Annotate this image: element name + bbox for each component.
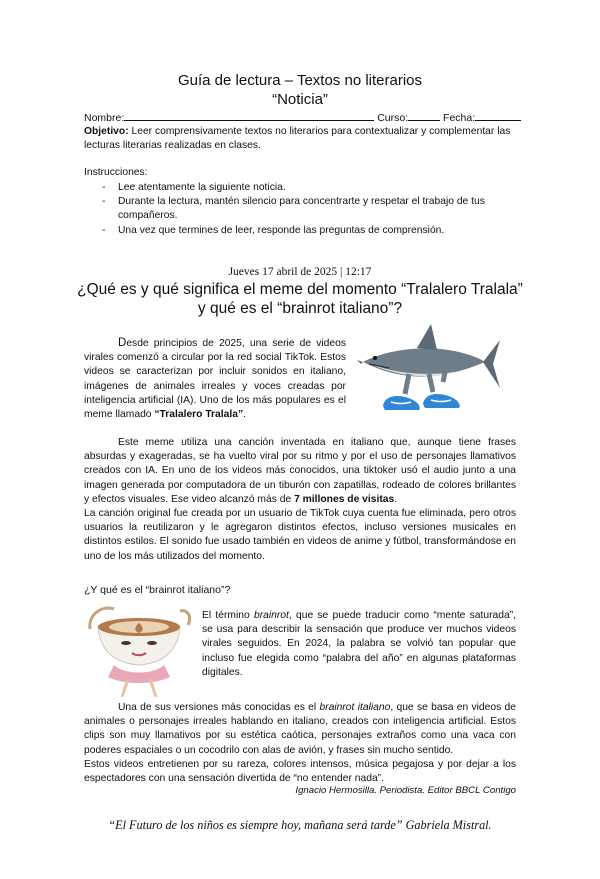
paragraph-text: El término — [202, 610, 254, 621]
article-paragraph-1 — [84, 336, 346, 422]
author-signature: Ignacio Hermosilla. Periodista. Editor BBCL Contigo — [295, 785, 516, 796]
article-paragraph-5 — [84, 701, 516, 758]
instruction-item: - Lee atentamente la siguiente noticia. — [100, 181, 520, 195]
article-body — [84, 436, 516, 564]
article-headline: ¿Qué es y qué significa el meme del momento “Tralalero Tralala” y qué es el “brainrot italiano”? — [77, 281, 523, 317]
article-paragraph-6: Estos videos entretienen por su rareza, colores intensos, música pegajosa y por dejar a los espectadores con una sensación divertida de “no entender nada”. — [84, 758, 516, 785]
article-body-2 — [84, 701, 516, 786]
document-subtitle: “Noticia” — [272, 91, 328, 108]
instruction-item: - Una vez que termines de leer, responde las preguntas de comprensión. — [100, 224, 520, 238]
date-field[interactable] — [475, 110, 521, 121]
paragraph-end: . — [243, 409, 246, 421]
paragraph-end: . — [394, 493, 398, 505]
article-paragraph-2 — [84, 436, 516, 507]
objective — [84, 125, 524, 153]
footer-quote: “El Futuro de los niños es siempre hoy, mañana será tarde” Gabriela Mistral. — [108, 818, 492, 832]
drop-cap: D — [118, 337, 127, 349]
article-subheading: ¿Y qué es el “brainrot italiano”? — [84, 584, 231, 596]
course-field[interactable] — [408, 110, 440, 121]
term-brainrot-italiano: brainrot italiano — [319, 702, 391, 713]
paragraph-text: Este meme utiliza una canción inventada en italiano que, aunque tiene frases absurdas y exageradas, se ha vuelto viral por su ritmo y por el uso de personajes llamativos creados con IA. En uno de los videos más conocidos, una tiktoker usó el audio junto a una imagen generada por computadora de un tiburón con zapatillas, rodeado de colores brillantes y efectos visuales. Ese video alcanzó más de — [84, 437, 516, 505]
instructions-heading: Instrucciones: — [84, 167, 148, 178]
name-field[interactable] — [124, 110, 374, 121]
cappuccino-ballerina-icon — [84, 603, 194, 697]
document-title: Guía de lectura – Textos no literarios — [177, 72, 423, 89]
meme-name: “Tralalero Tralala” — [154, 409, 244, 421]
views-count: 7 millones de visitas — [294, 493, 395, 505]
paragraph-text: , que se puede traducir como “mente saturada”, se usa para describir la sensación que produce ver muchos videos virales seguidos. En 2024, la palabra se volvió tan popular que incluso fue elegida como “palabra del año” en algunas plataformas digitales. — [202, 610, 517, 678]
paragraph-text: , que se basa en videos de animales o personajes irreales hablando en italiano, creados con inteligencia artificial. Estos clips son muy llamativos por su estética caótica, personajes extraños como una vaca con poderes espaciales o un cocodrilo con alas de avión, y frases sin mucho sentido. — [84, 702, 516, 756]
article-paragraph-3: La canción original fue creada por un usuario de TikTok cuya cuenta fue eliminada, pero otros usuarios la reutilizaron y le agregaron distintos efectos, incluso versiones musicales en distintos estilos. El sonido fue usado también en videos de anime y fútbol, transformándose en uno de los más utilizados del momento. — [84, 508, 516, 562]
objective-label: Objetivo: — [84, 126, 129, 137]
instruction-item: - Durante la lectura, mantén silencio para concentrarte y respetar el trabajo de tus compañeros. — [100, 195, 520, 223]
article-dateline: Jueves 17 abril de 2025 | 12:17 — [228, 266, 372, 278]
paragraph-text: Una de sus versiones más conocidas es el — [118, 702, 320, 713]
name-label: Nombre: — [84, 112, 125, 124]
instructions-list — [100, 181, 520, 238]
article-paragraph-4 — [202, 609, 516, 680]
student-info-row — [84, 110, 524, 125]
paragraph-text: esde principios de 2025, una serie de videos virales comenzó a circular por la red social TikTok. Estos videos se caracterizan por incluir sonidos en italiano, imágenes de animales irreales y voces creadas por inteligencia artificial (IA). Uno de los más populares es el meme llamado — [84, 338, 346, 421]
date-label: Fecha: — [443, 112, 476, 124]
shark-sneakers-icon — [355, 322, 500, 422]
course-label: Curso: — [377, 112, 409, 124]
term-brainrot: brainrot — [253, 610, 289, 621]
objective-text: Leer comprensivamente textos no literarios para contextualizar y complementar las lecturas literarias realizadas en clases. — [84, 126, 511, 152]
